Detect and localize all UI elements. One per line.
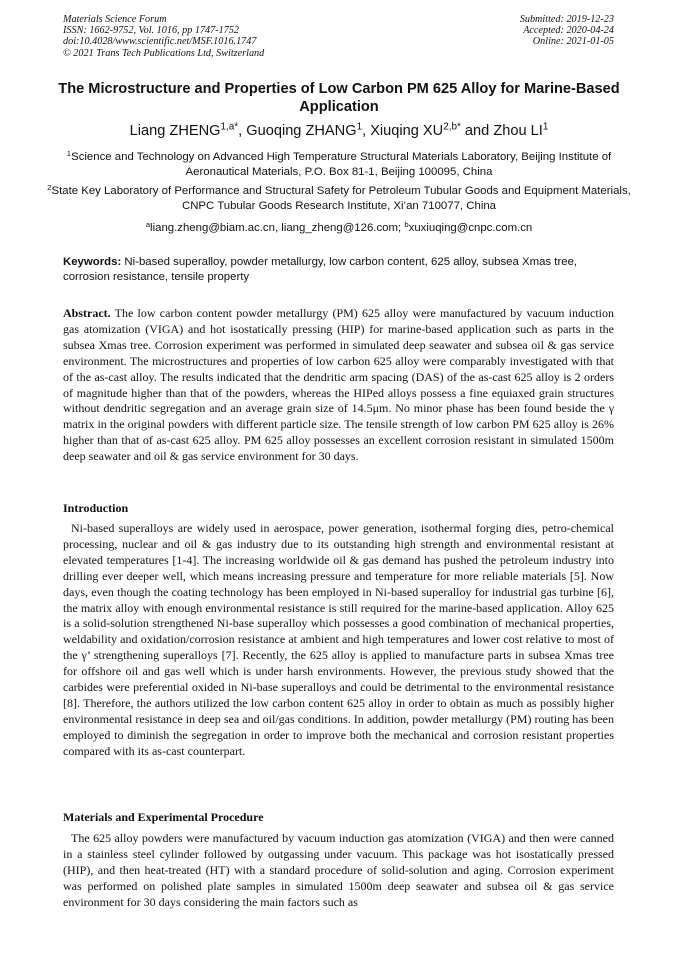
keywords (63, 255, 614, 286)
author-list: Liang $ZHENG^{1,a*}$, Guoqing ZHANG$^1$, Xiuqing $XU^{2,b*}$ and Zhou $LI^1$ (129, 121, 549, 139)
journal-header (63, 14, 264, 59)
journal-doi: doi:10.4028/www.scientific.net/MSF.1016.1747 (63, 36, 257, 48)
abstract-text: The low carbon content powder metallurgy (PM) 625 alloy were manufactured by vacuum induction gas atomization (VIGA) and hot isostatically pressing (HIP) for marine-based application such as parts in the subsea Xmas tree. Corrosion experiment was performed in simulated deep seawater and subsea oil & gas service environment. The microstructures and properties of low carbon 625 alloy were comparably investigated with that of the as-cast alloy. The results indicated that the dendritic arm spacing (DAS) of the as-cast 625 alloy is 2 orders of magnitude higher than that of the powders, whereas the HIPed alloys possess a fine equiaxed grain structures without dendritic segregation and an average grain size of 14.5μm. No minor phase has been found beside the γ matrix in the original powders with different particle size. The tensile strength of low carbon PM 625 alloy is 26% higher than that of as-cast 625 alloy. PM 625 alloy possesses an excellent corrosion resistant in simulated 1500m deep seawater and oil & gas service environment for 30 days. (63, 306, 614, 464)
author-affiliation-marker: 1 (356, 121, 363, 133)
author-name: Guoqing ZHANG (246, 123, 357, 139)
journal-issn: ISSN: 1662-9752, Vol. 1016, pp 1747-1752 (63, 25, 240, 37)
author-name: Zhou LI (493, 123, 543, 139)
affiliation-1: $^1$Science and Technology on Advanced High Temperature Structural Materials Laboratory, Beijing Institute of Aeronautical Materials, P.O. Box 81-1, Beijing 100095, China (66, 148, 612, 179)
author-emails: $^a$liang.zheng@biam.ac.cn, liang_zheng@126.com; $^b$xuxiuqing@cnpc.com.cn (145, 219, 533, 234)
introduction-paragraph: Ni-based superalloys are widely used in aerospace, power generation, isothermal forging dies, petro-chemical processing, nuclear and oil & gas industry due to its outstanding high strength and environmental resistant at elevated temperatures [1-4]. The increasing worldwide oil & gas demand has pushed the petroleum industry into drilling ever deeper well, which means increasing pressure and temperature for more reliable materials [5]. Now days, even though the coating technology has been employed in Ni-based superalloy for industrial gas turbine [6], the matrix alloy with enough environmental resistance is still required for the marine-based application. Alloy 625 is a solid-solution strengthened Ni-base superalloy which possesses a good combination of mechanical properties, weldability and oxidation/corrosion resistance at ambient and high temperatures and lower cost relative to most of the γ’ strengthening superalloys [7]. Recently, the 625 alloy is applied to manufacture parts in subsea Xmas tree for offshore oil and gas well which is under harsh environments. However, the previous study showed that the carbides were preferential oxided in Ni-base superalloys and could be detrimental to the environmental resistance [8]. Therefore, the authors utilized the low carbon content 625 alloy in order to obtain as much as possibly higher environmental resistance in deep sea and oil/gas conditions. In addition, powder metallurgy (PM) routing has been employed to diminish the segregation in order to improve both the mechanical and corrosion resistant properties compared with its as-cast counterpart. (63, 521, 614, 758)
accepted-date: Accepted: 2020-04-24 (523, 25, 614, 37)
section-heading-introduction: Introduction (63, 501, 129, 515)
paper-title: The Microstructure and Properties of Low Carbon PM 625 Alloy for Marine-Based Application (58, 81, 620, 115)
keywords-label: Keywords: (63, 256, 122, 268)
section-heading-materials: Materials and Experimental Procedure (63, 810, 264, 824)
materials-paragraph: The 625 alloy powders were manufactured by vacuum induction gas atomization (VIGA) and then were canned in a stainless steel cylinder followed by outgassing under vacuum. This package was hot isostatically pressed (HIP), and then heat-treated (HT) with a standard procedure of solid-solution and aging. Corrosion experiment was performed on polished plate samples in simulated 1500m deep seawater and subsea oil & gas service environment for 30 days considering the main factors such as (63, 831, 614, 909)
author-affiliation-marker: 2,b* (443, 121, 461, 133)
abstract (63, 306, 614, 465)
email-link-b[interactable]: xuxiuqing@cnpc.com.cn (408, 222, 533, 234)
email-link-a[interactable]: liang.zheng@biam.ac.cn, liang_zheng@126.com; (150, 222, 405, 234)
keywords-text: Ni-based superalloy, powder metallurgy, low carbon content, 625 alloy, subsea Xmas tree, corrosion resistance, tensile property (63, 256, 578, 284)
abstract-label: Abstract. (63, 306, 111, 320)
author-affiliation-marker: 1 (542, 121, 549, 133)
author-name: Liang ZHENG (129, 123, 221, 139)
journal-name: Materials Science Forum (63, 14, 167, 25)
submitted-date: Submitted: 2019-12-23 (519, 14, 614, 25)
online-date: Online: 2021-01-05 (532, 36, 614, 48)
author-name: Xiuqing XU (370, 123, 444, 139)
journal-copyright: © 2021 Trans Tech Publications Ltd, Switzerland (63, 47, 265, 59)
author-affiliation-marker: 1,a* (220, 121, 239, 133)
publication-dates (520, 14, 614, 48)
affiliation-2: $^2$State Key Laboratory of Performance and Structural Safety for Petroleum Tubular Goods and Equipment Materials, CNPC Tubular Goods Research Institute, Xi’an 710077, China (47, 182, 631, 213)
